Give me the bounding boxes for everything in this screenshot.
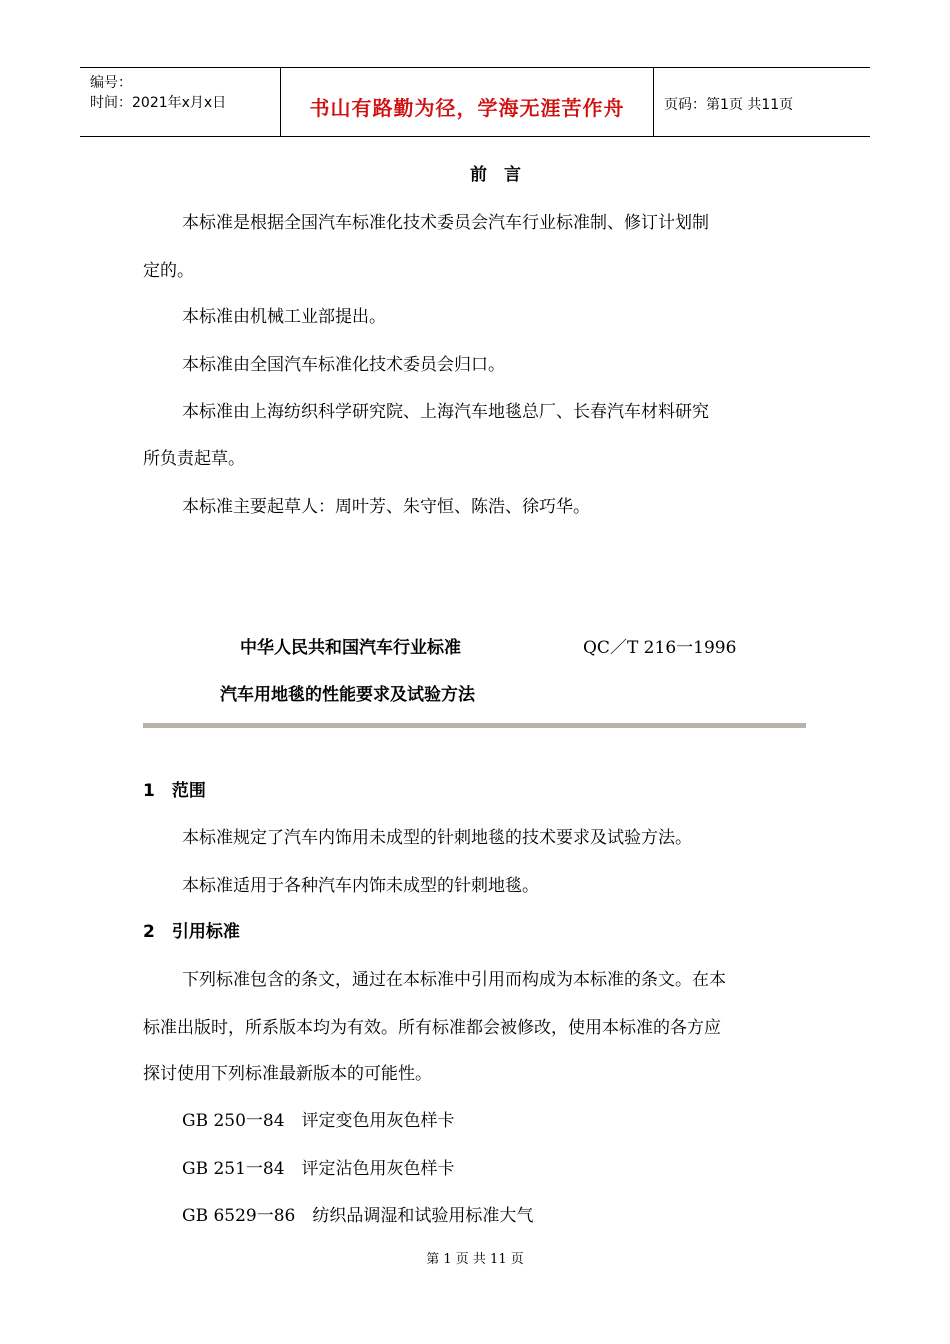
foreword-paragraph: 本标准由上海纺织科学研究院、上海汽车地毯总厂、长春汽车材料研究 [182, 402, 709, 422]
title-rule [143, 723, 806, 728]
foreword-paragraph: 定的。 [143, 261, 194, 281]
date-label: 时间：2021年x月x日 [90, 95, 227, 111]
section-paragraph: 探讨使用下列标准最新版本的可能性。 [143, 1064, 432, 1084]
number-label: 编号： [90, 75, 132, 91]
reference-item: GB 6529一86 纺织品调湿和试验用标准大气 [182, 1206, 534, 1226]
foreword-paragraph: 本标准由机械工业部提出。 [182, 307, 386, 327]
foreword-paragraph: 所负责起草。 [143, 449, 245, 469]
reference-item: GB 250一84 评定变色用灰色样卡 [182, 1111, 455, 1131]
foreword-title: 前 言 [470, 165, 521, 185]
page-header [80, 67, 870, 137]
section-heading: 2 引用标准 [143, 922, 240, 942]
section-paragraph: 本标准适用于各种汽车内饰未成型的针刺地毯。 [182, 876, 539, 896]
foreword-paragraph: 本标准是根据全国汽车标准化技术委员会汽车行业标准制、修订计划制 [182, 213, 709, 233]
standard-code: QC／T 216一1996 [583, 638, 737, 658]
foreword-paragraph: 本标准由全国汽车标准化技术委员会归口。 [182, 355, 505, 375]
header-page-cell [654, 68, 870, 136]
motto: 书山有路勤为径，学海无涯苦作舟 [309, 96, 625, 120]
header-motto-cell [281, 68, 654, 136]
section-paragraph: 下列标准包含的条文，通过在本标准中引用而构成为本标准的条文。在本 [182, 970, 726, 990]
page-footer: 第 1 页 共 11 页 [426, 1252, 524, 1267]
standard-title: 汽车用地毯的性能要求及试验方法 [220, 685, 475, 705]
header-meta-cell [80, 68, 281, 136]
foreword-paragraph: 本标准主要起草人：周叶芳、朱守恒、陈浩、徐巧华。 [182, 497, 590, 517]
section-heading: 1 范围 [143, 781, 206, 801]
section-paragraph: 标准出版时，所系版本均为有效。所有标准都会被修改，使用本标准的各方应 [143, 1018, 721, 1038]
section-paragraph: 本标准规定了汽车内饰用未成型的针刺地毯的技术要求及试验方法。 [182, 828, 692, 848]
reference-item: GB 251一84 评定沾色用灰色样卡 [182, 1159, 455, 1179]
page-info: 页码：第1页 共11页 [664, 97, 794, 113]
standard-org: 中华人民共和国汽车行业标准 [240, 638, 461, 658]
